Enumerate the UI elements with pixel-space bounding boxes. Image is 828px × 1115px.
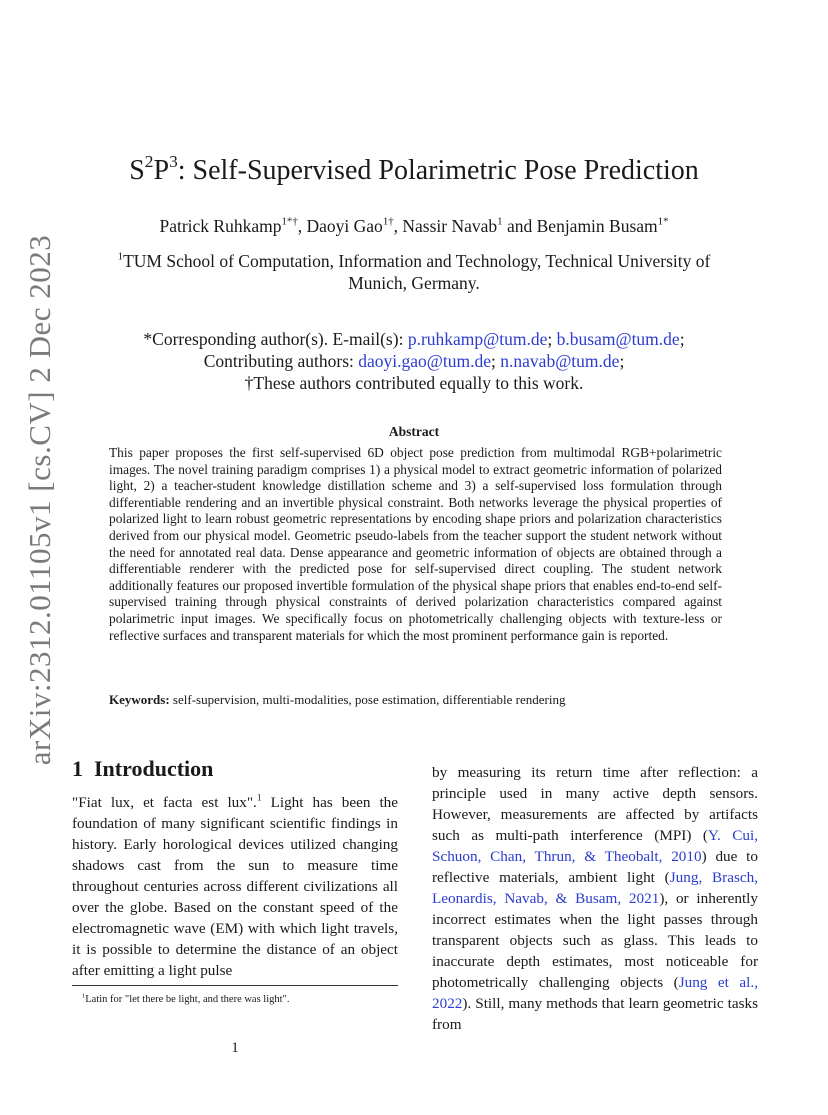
title-sup-2: 2 [144, 151, 154, 171]
title-sup-3: 3 [169, 151, 178, 171]
equal-contribution-note: †These authors contributed equally to this work. [244, 373, 584, 393]
footnote-mark: 1 [82, 992, 86, 1000]
affiliation-text: TUM School of Computation, Information and Technology, Technical University of Munich, Germany. [123, 251, 711, 293]
author-marks: 1 [497, 215, 503, 228]
section-title: Introduction [94, 756, 214, 781]
page-number: 1 [231, 1040, 239, 1056]
author-name: Benjamin Busam [536, 216, 658, 236]
arxiv-sidebar-stamp [18, 234, 62, 766]
keywords-text: self-supervision, multi-modalities, pose estimation, differentiable rendering [169, 692, 566, 707]
keywords-label: Keywords: [109, 692, 170, 707]
body-column-right [432, 762, 758, 1035]
citation-link[interactable]: Jung et al., 2022 [432, 974, 758, 1012]
citation-link[interactable]: Jung, Brasch, Leonardis, Navab, & Busam, 2021 [432, 869, 758, 907]
author-marks: 1*† [281, 215, 298, 228]
title-s: S [129, 155, 145, 186]
email-link[interactable]: n.navab@tum.de [500, 351, 620, 371]
affiliation [100, 250, 728, 294]
author-separator: , [393, 216, 403, 236]
footnote [82, 994, 289, 1005]
contributing-line: Contributing authors: daoyi.gao@tum.de; n.navab@tum.de; [203, 351, 625, 371]
paragraph-text: ). Still, many methods that learn geometric tasks from [432, 995, 758, 1033]
author-name: Patrick Ruhkamp [159, 216, 282, 236]
author-name: Nassir Navab [402, 216, 498, 236]
affiliation-mark: 1 [117, 250, 124, 263]
section-number: 1 [72, 756, 83, 781]
paragraph-text: Light has been the foundation of many significant scientific findings in history. Early horological devices utilized changing shadows cast from the sun to measure time throughout centuries across different civilizations all over the globe. Based on the constant speed of the electromagnetic wave (EM) with which light travels, it is possible to determine the distance of an object after emitting a light pulse [72, 794, 399, 979]
abstract-heading: Abstract [388, 424, 440, 439]
paragraph-text: ), or inherently incorrect estimates when the light passes through transparent objects such as glass. This leads to inaccurate depth estimates, most noticeable for photometrically challenging objects ( [432, 890, 758, 991]
keywords [109, 692, 722, 708]
title-p: P [153, 155, 170, 186]
footnote-rule [72, 985, 398, 986]
paragraph-text: ) due to reflective materials, ambient light ( [432, 848, 758, 886]
corresponding-label: *Corresponding author(s). E-mail(s): [143, 329, 408, 349]
title-rest: : Self-Supervised Polarimetric Pose Prediction [177, 155, 699, 186]
footnote-ref[interactable]: 1 [256, 793, 262, 804]
footnote-text: Latin for "let there be light, and there was light". [85, 994, 290, 1005]
email-link[interactable]: b.busam@tum.de [556, 329, 680, 349]
email-link[interactable]: daoyi.gao@tum.de [358, 351, 492, 371]
email-link[interactable]: p.ruhkamp@tum.de [407, 329, 548, 349]
citation-link[interactable]: Y. Cui, Schuon, Chan, Thrun, & Theobalt, 2010 [432, 827, 758, 865]
author-list [60, 216, 768, 237]
abstract-text: This paper proposes the first self-supervised 6D object pose prediction from multimodal RGB+polarimetric images. The novel training paradigm comprises 1) a physical model to extract geometric information of polarized light, 2) a teacher-student knowledge distillation scheme and 3) a self-supervised loss formulation through differentiable rendering and an invertible physical constraint. Both networks leverage the physical properties of polarized light to learn robust geometric representations by encoding shape priors and polarization characteristics derived from our physical model. Geometric pseudo-labels from the teacher support the student network without the need for annotated real data. Dense appearance and geometric information of objects are obtained through a differentiable renderer with the predicted pose for self-supervised direct coupling. The student network additionally features our proposed invertible formulation of the physical shape priors that enables end-to-end self-supervised training through physical constraints of derived polarization characteristics compared against polarimetric input images. We specifically focus on photometrically challenging objects with texture-less or reflective surfaces and transparent materials for which the most prominent performance gain is reported. [109, 445, 722, 643]
arxiv-id: arXiv:2312.01105v1 [cs.CV] 2 Dec 2023 [22, 234, 57, 766]
author-marks: 1* [657, 215, 669, 228]
body-column-left [72, 792, 398, 981]
opening-quote: "Fiat lux, et facta est lux". [72, 794, 257, 811]
author-marks: 1† [382, 215, 394, 228]
author-separator: , [297, 216, 307, 236]
author-separator: and [502, 216, 537, 236]
author-name: Daoyi Gao [306, 216, 383, 236]
paragraph-text: by measuring its return time after reflection: a principle used in many active depth sensors. However, measurements are affected by artifacts such as multi-path interference (MPI) ( [432, 764, 758, 844]
section-heading [72, 756, 213, 782]
contributing-label: Contributing authors: [203, 351, 359, 371]
correspondence-block [60, 328, 768, 394]
corresponding-line: *Corresponding author(s). E-mail(s): p.ruhkamp@tum.de; b.busam@tum.de; [143, 329, 685, 349]
paper-title [60, 151, 768, 187]
